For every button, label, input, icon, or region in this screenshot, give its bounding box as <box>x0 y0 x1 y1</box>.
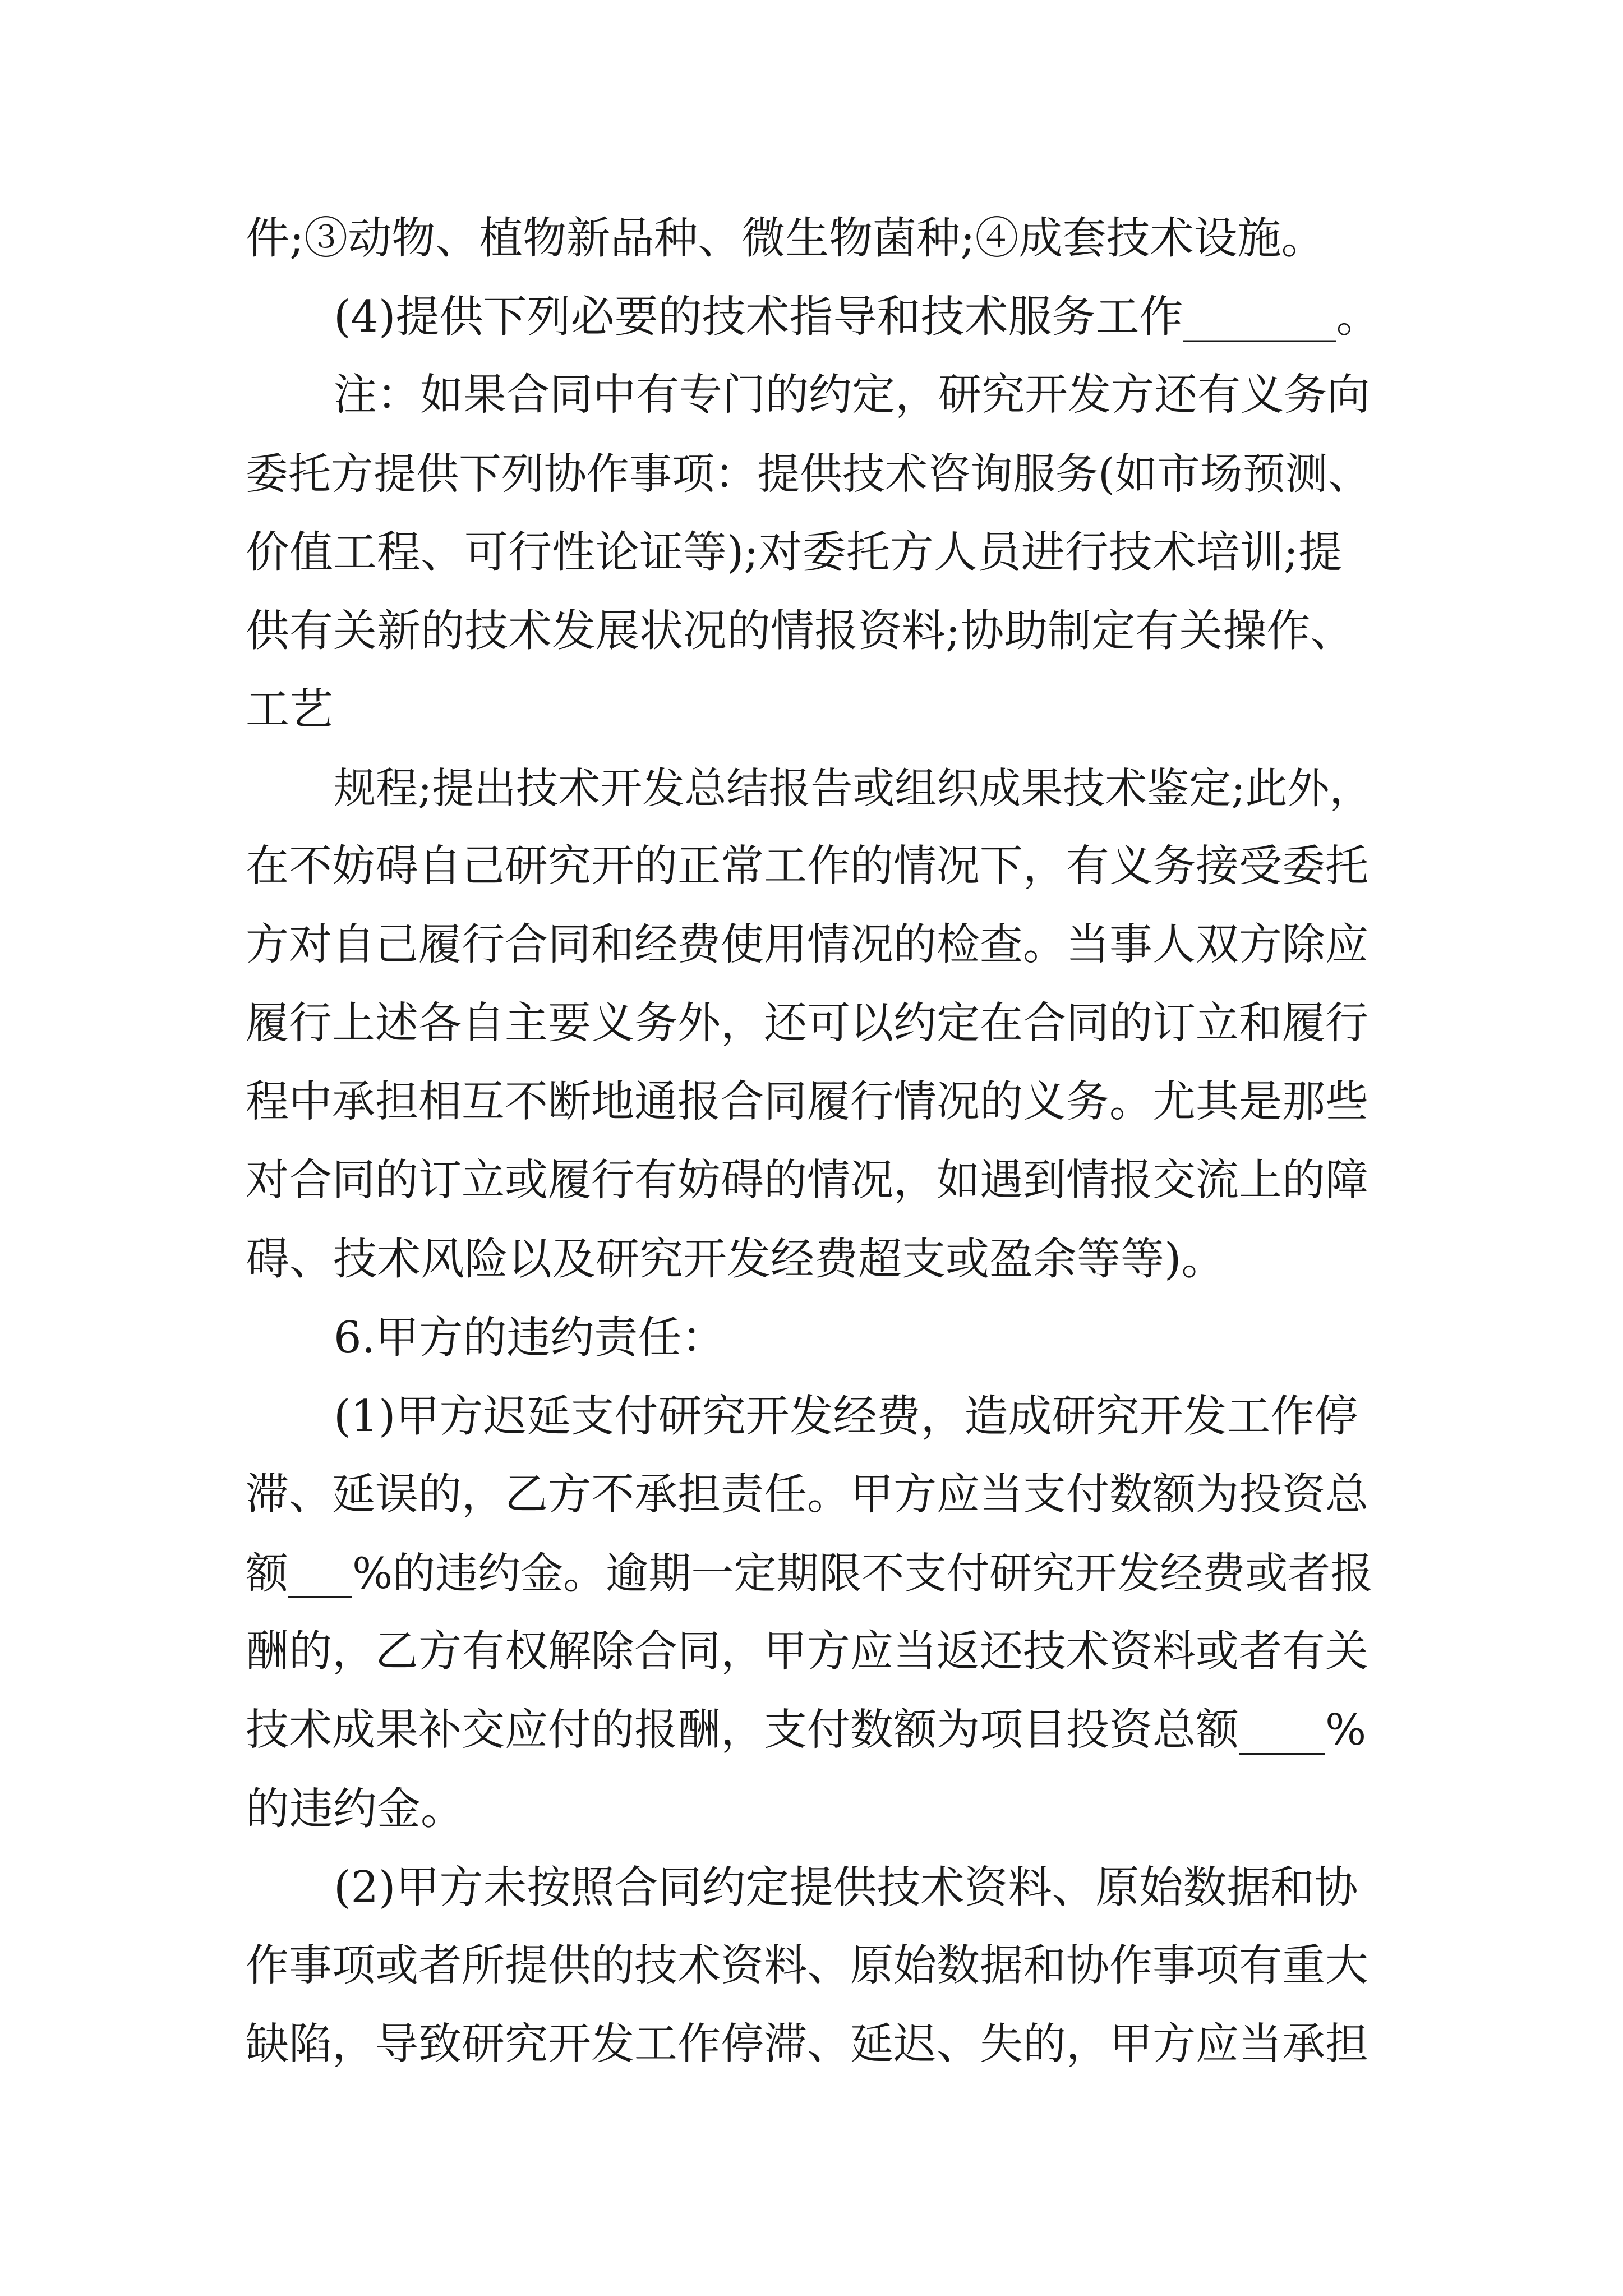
text-line-9: 在不妨碍自己研究开的正常工作的情况下，有义务接受委托 <box>246 841 1368 891</box>
text-line-5: 价值工程、可行性论证等);对委托方人员进行技术培训;提 <box>246 527 1342 578</box>
text-line-10: 方对自己履行合同和经费使用情况的检查。当事人双方除应 <box>246 920 1368 970</box>
text-line-23: 作事项或者所提供的技术资料、原始数据和协作事项有重大 <box>246 1941 1368 1991</box>
text-line-20: 技术成果补交应付的报酬，支付数额为项目投资总额____% <box>246 1705 1367 1755</box>
text-line-12: 程中承担相互不断地通报合同履行情况的义务。尤其是那些 <box>246 1077 1368 1127</box>
text-line-24: 缺陷，导致研究开发工作停滞、延迟、失的，甲方应当承担 <box>246 2019 1368 2069</box>
text-line-8: 规程;提出技术开发总结报告或组织成果技术鉴定;此外， <box>334 763 1372 813</box>
text-line-2: (4)提供下列必要的技术指导和技术服务工作_______。 <box>334 292 1380 342</box>
text-line-22: (2)甲方未按照合同约定提供技术资料、原始数据和协 <box>334 1862 1358 1913</box>
text-line-14: 碍、技术风险以及研究开发经费超支或盈余等等)。 <box>246 1234 1225 1285</box>
text-line-1: 件;③动物、植物新品种、微生物菌种;④成套技术设施。 <box>246 213 1325 264</box>
text-line-21: 的违约金。 <box>246 1784 465 1834</box>
text-line-18: 额___%的违约金。逾期一定期限不支付研究开发经费或者报 <box>246 1548 1373 1598</box>
text-line-15: 6.甲方的违约责任： <box>334 1313 726 1363</box>
text-line-11: 履行上述各自主要义务外，还可以约定在合同的订立和履行 <box>246 999 1368 1048</box>
text-line-17: 滞、延误的，乙方不承担责任。甲方应当支付数额为投资总 <box>246 1470 1368 1520</box>
text-line-13: 对合同的订立或履行有妨碍的情况，如遇到情报交流上的障 <box>246 1156 1368 1205</box>
text-line-3: 注：如果合同中有专门的约定，研究开发方还有义务向 <box>334 370 1370 420</box>
text-line-19: 酬的，乙方有权解除合同，甲方应当返还技术资料或者有关 <box>246 1627 1368 1677</box>
text-line-4: 委托方提供下列协作事项：提供技术咨询服务(如市场预测、 <box>246 449 1371 499</box>
text-line-6: 供有关新的技术发展状况的情报资料;协助制定有关操作、 <box>246 606 1354 656</box>
text-line-7: 工艺 <box>246 684 334 735</box>
text-line-16: (1)甲方迟延支付研究开发经费，造成研究开发工作停 <box>334 1391 1358 1442</box>
